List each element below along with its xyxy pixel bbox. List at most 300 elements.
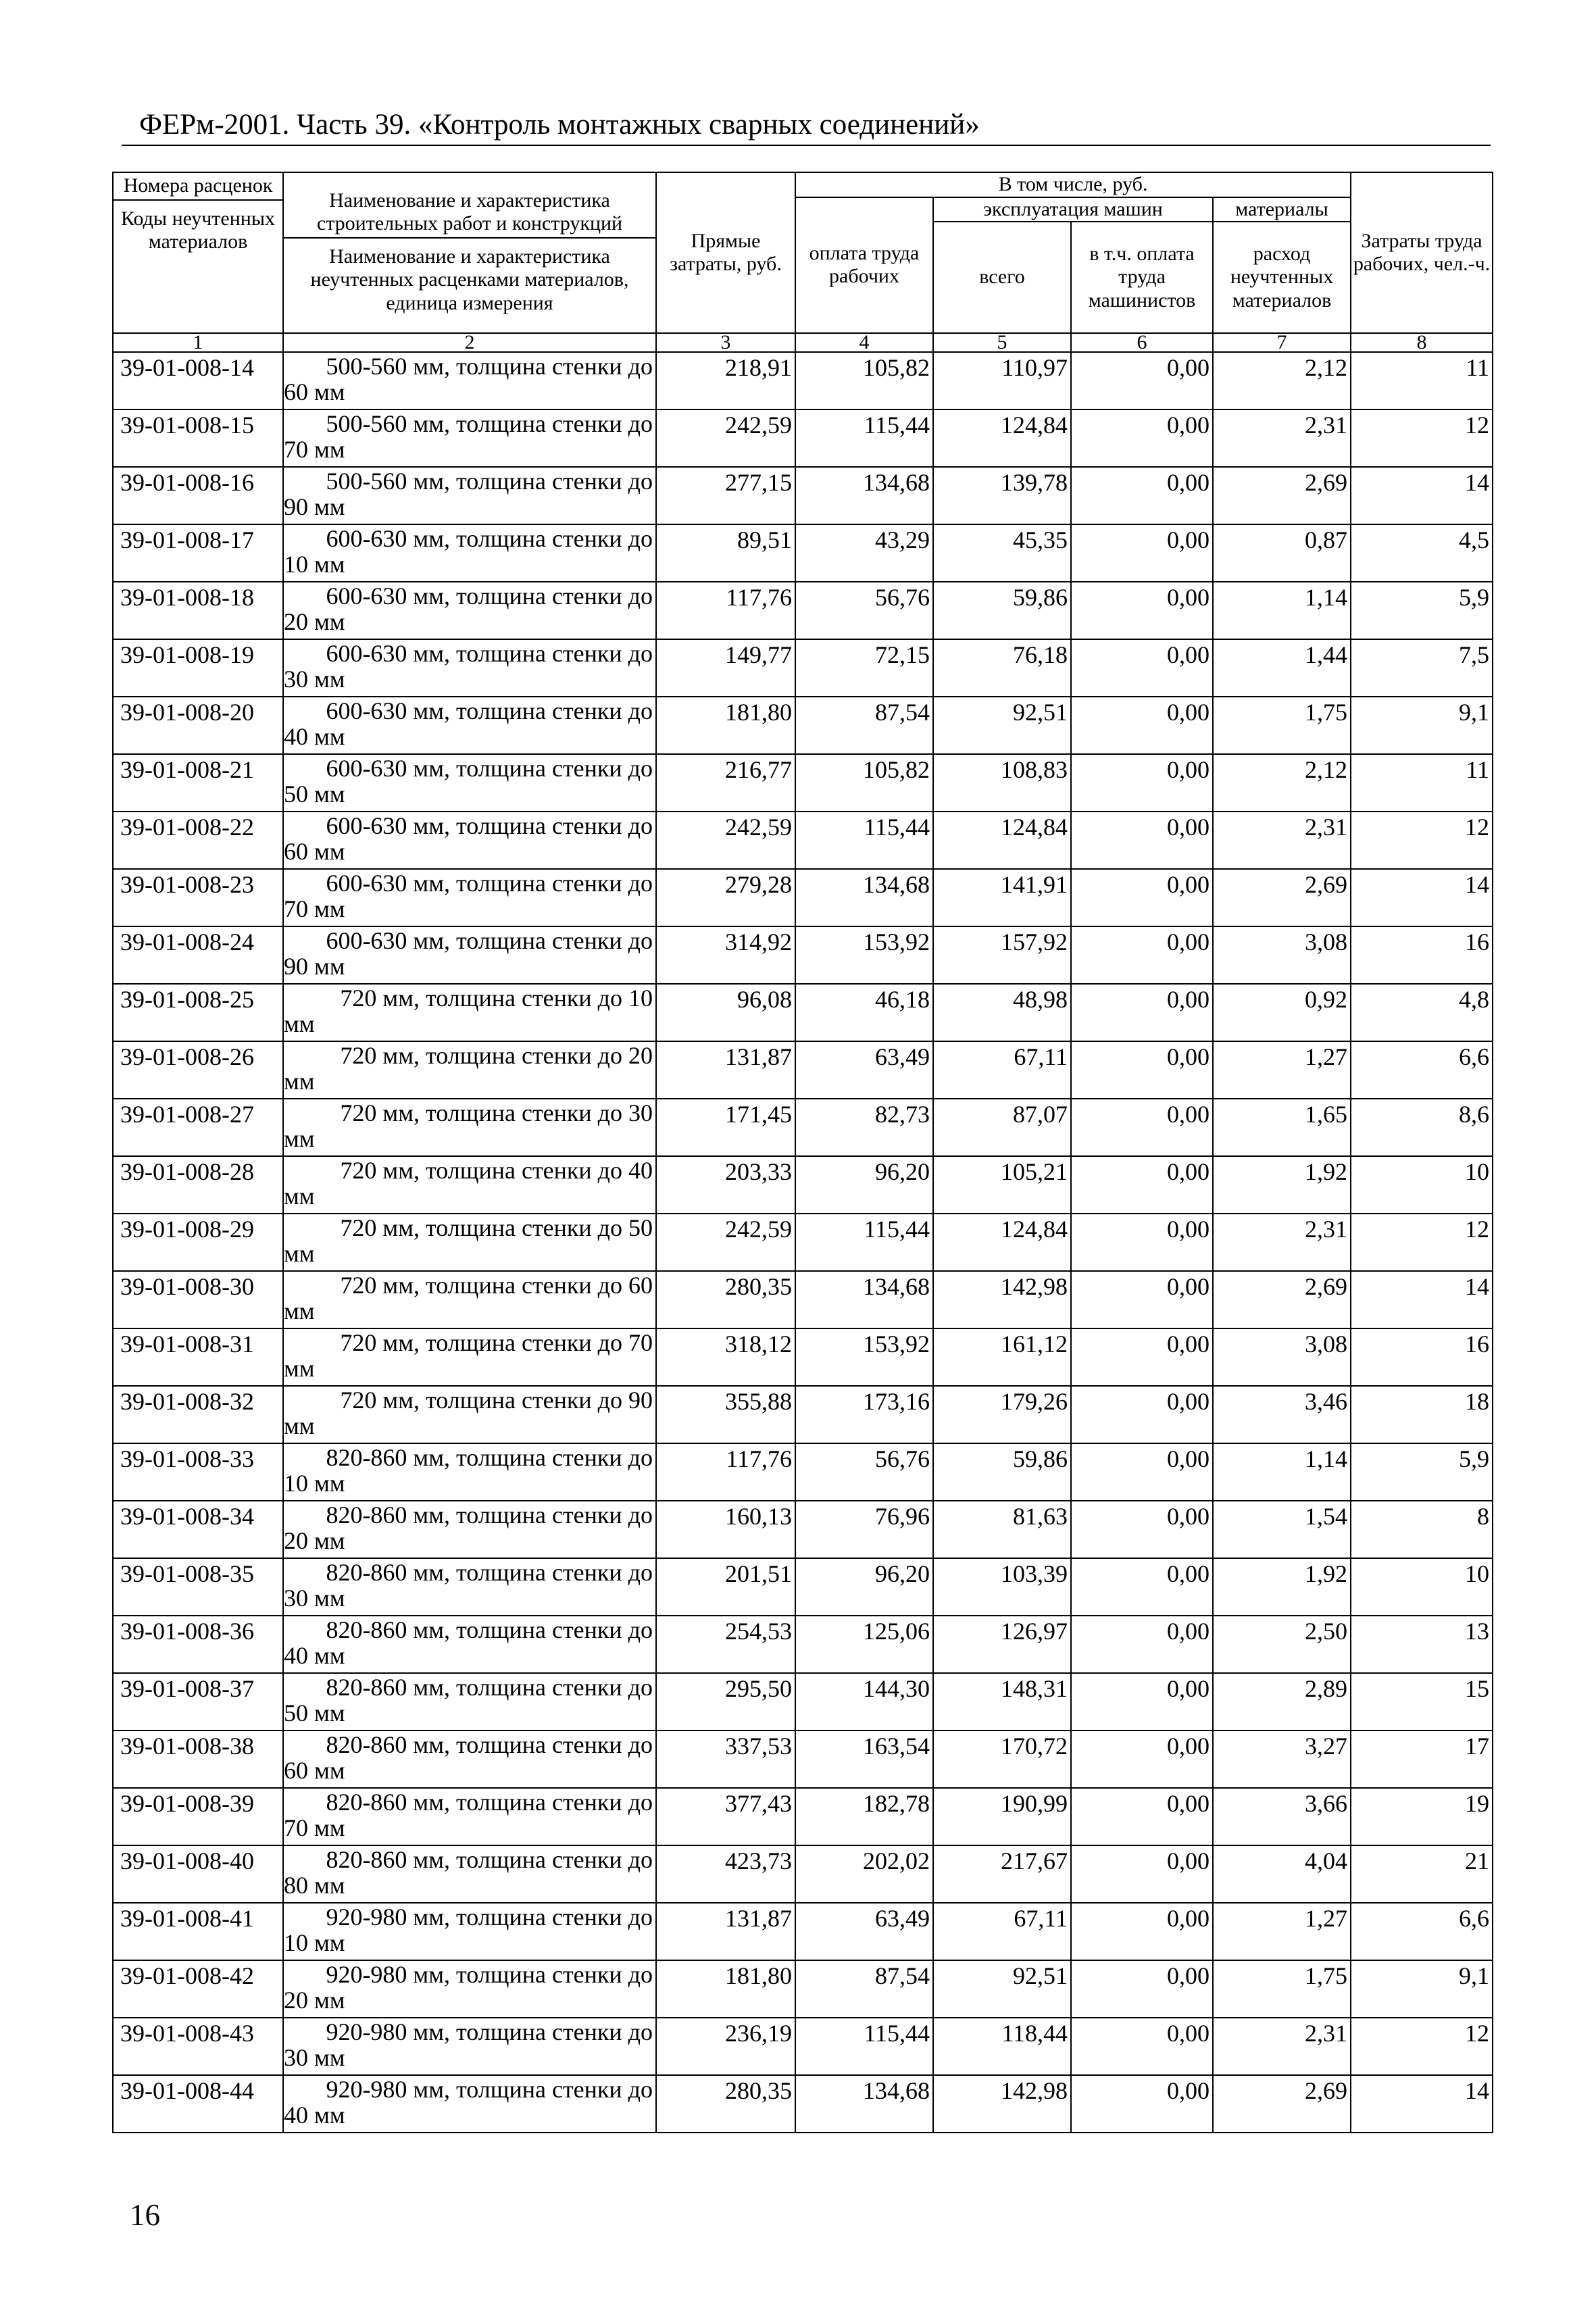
work-description-line1: 820-860 мм, толщина стенки до bbox=[326, 1674, 653, 1701]
labor-hours-value: 8 bbox=[1351, 1501, 1493, 1558]
table-row bbox=[113, 869, 1493, 926]
work-description-line2: 40 мм bbox=[284, 723, 345, 750]
operator-pay-value: 0,00 bbox=[1071, 1673, 1213, 1731]
worker-pay-value: 76,96 bbox=[795, 1501, 933, 1558]
worker-pay-value: 82,73 bbox=[795, 1099, 933, 1156]
operator-pay-value: 0,00 bbox=[1071, 754, 1213, 812]
rate-code: 39-01-008-38 bbox=[113, 1731, 283, 1788]
direct-costs-value: 171,45 bbox=[656, 1099, 795, 1156]
work-description-line2: 30 мм bbox=[284, 666, 345, 693]
worker-pay-value: 72,15 bbox=[795, 639, 933, 697]
work-description-line2: мм bbox=[284, 1125, 315, 1152]
labor-hours-value: 15 bbox=[1351, 1673, 1493, 1731]
machines-total-value: 48,98 bbox=[933, 984, 1071, 1041]
material-consumption-value: 2,12 bbox=[1213, 352, 1351, 409]
work-description-line2: мм bbox=[284, 1355, 315, 1382]
header-operator-pay: в т.ч. оплата труда машинистов bbox=[1071, 222, 1213, 333]
machines-total-value: 59,86 bbox=[933, 582, 1071, 639]
rate-code: 39-01-008-23 bbox=[113, 869, 283, 926]
material-consumption-value: 1,44 bbox=[1213, 639, 1351, 697]
rate-code: 39-01-008-32 bbox=[113, 1386, 283, 1443]
work-description bbox=[283, 524, 656, 582]
work-description bbox=[283, 1501, 656, 1558]
operator-pay-value: 0,00 bbox=[1071, 1328, 1213, 1386]
work-description-line2: 10 мм bbox=[284, 1929, 345, 1956]
header-material-codes: Коды неучтенных материалов bbox=[121, 207, 275, 253]
work-description bbox=[283, 1041, 656, 1099]
material-consumption-value: 3,66 bbox=[1213, 1788, 1351, 1845]
worker-pay-value: 43,29 bbox=[795, 524, 933, 582]
machines-total-value: 217,67 bbox=[933, 1845, 1071, 1903]
labor-hours-value: 8,6 bbox=[1351, 1099, 1493, 1156]
rate-code: 39-01-008-34 bbox=[113, 1501, 283, 1558]
table-body bbox=[113, 352, 1493, 2133]
header-material-name: Наименование и характеристика неучтенных расценками материалов, единица измерения bbox=[310, 245, 629, 314]
labor-hours-value: 21 bbox=[1351, 1845, 1493, 1903]
table-header bbox=[113, 172, 1493, 352]
table-row bbox=[113, 984, 1493, 1041]
work-description-line1: 920-980 мм, толщина стенки до bbox=[326, 1903, 653, 1931]
header-materials: материалы bbox=[1213, 197, 1351, 222]
labor-hours-value: 4,5 bbox=[1351, 524, 1493, 582]
header-rule bbox=[122, 145, 1491, 146]
work-description-line1: 720 мм, толщина стенки до 20 bbox=[340, 1042, 653, 1069]
operator-pay-value: 0,00 bbox=[1071, 582, 1213, 639]
material-consumption-value: 1,92 bbox=[1213, 1558, 1351, 1616]
material-consumption-value: 2,69 bbox=[1213, 1271, 1351, 1328]
labor-hours-value: 12 bbox=[1351, 1214, 1493, 1271]
labor-hours-value: 16 bbox=[1351, 926, 1493, 984]
operator-pay-value: 0,00 bbox=[1071, 1041, 1213, 1099]
work-description-line2: 90 мм bbox=[284, 953, 345, 980]
table-row bbox=[113, 1041, 1493, 1099]
operator-pay-value: 0,00 bbox=[1071, 524, 1213, 582]
work-description-line1: 720 мм, толщина стенки до 30 bbox=[340, 1099, 653, 1126]
operator-pay-value: 0,00 bbox=[1071, 697, 1213, 754]
rate-code: 39-01-008-35 bbox=[113, 1558, 283, 1616]
direct-costs-value: 96,08 bbox=[656, 984, 795, 1041]
material-consumption-value: 1,75 bbox=[1213, 697, 1351, 754]
material-consumption-value: 4,04 bbox=[1213, 1845, 1351, 1903]
header-labor-hours: Затраты труда рабочих, чел.-ч. bbox=[1351, 172, 1493, 333]
work-description-line1: 600-630 мм, толщина стенки до bbox=[326, 755, 653, 782]
header-machines-total: всего bbox=[933, 222, 1071, 333]
machines-total-value: 67,11 bbox=[933, 1903, 1071, 1960]
material-consumption-value: 3,08 bbox=[1213, 926, 1351, 984]
material-consumption-value: 2,69 bbox=[1213, 2075, 1351, 2133]
material-consumption-value: 2,69 bbox=[1213, 467, 1351, 524]
worker-pay-value: 87,54 bbox=[795, 697, 933, 754]
work-description bbox=[283, 1788, 656, 1845]
work-description-line1: 500-560 мм, толщина стенки до bbox=[326, 468, 653, 495]
machines-total-value: 161,12 bbox=[933, 1328, 1071, 1386]
work-description-line1: 600-630 мм, толщина стенки до bbox=[326, 525, 653, 552]
work-description-line1: 820-860 мм, толщина стенки до bbox=[326, 1616, 653, 1643]
work-description bbox=[283, 984, 656, 1041]
table-row bbox=[113, 1960, 1493, 2018]
rate-code: 39-01-008-39 bbox=[113, 1788, 283, 1845]
table-row bbox=[113, 1501, 1493, 1558]
work-description-line2: мм bbox=[284, 1068, 315, 1095]
direct-costs-value: 131,87 bbox=[656, 1041, 795, 1099]
operator-pay-value: 0,00 bbox=[1071, 1443, 1213, 1501]
header-machine-operation: эксплуатация машин bbox=[933, 197, 1213, 222]
work-description bbox=[283, 1558, 656, 1616]
labor-hours-value: 14 bbox=[1351, 467, 1493, 524]
worker-pay-value: 153,92 bbox=[795, 926, 933, 984]
material-consumption-value: 1,27 bbox=[1213, 1041, 1351, 1099]
table-row bbox=[113, 2075, 1493, 2133]
operator-pay-value: 0,00 bbox=[1071, 926, 1213, 984]
work-description-line1: 720 мм, толщина стенки до 90 bbox=[340, 1387, 653, 1414]
operator-pay-value: 0,00 bbox=[1071, 352, 1213, 409]
rate-code: 39-01-008-31 bbox=[113, 1328, 283, 1386]
operator-pay-value: 0,00 bbox=[1071, 1845, 1213, 1903]
work-description-line2: 60 мм bbox=[284, 1757, 345, 1784]
labor-hours-value: 14 bbox=[1351, 1271, 1493, 1328]
machines-total-value: 103,39 bbox=[933, 1558, 1071, 1616]
table-row bbox=[113, 812, 1493, 869]
work-description-line1: 600-630 мм, толщина стенки до bbox=[326, 812, 653, 839]
labor-hours-value: 14 bbox=[1351, 869, 1493, 926]
work-description-line1: 720 мм, толщина стенки до 10 bbox=[340, 985, 653, 1012]
work-description-line2: 10 мм bbox=[284, 551, 345, 578]
rate-code: 39-01-008-44 bbox=[113, 2075, 283, 2133]
work-description bbox=[283, 352, 656, 409]
work-description bbox=[283, 1271, 656, 1328]
direct-costs-value: 218,91 bbox=[656, 352, 795, 409]
rate-code: 39-01-008-18 bbox=[113, 582, 283, 639]
work-description bbox=[283, 1845, 656, 1903]
work-description-line2: 10 мм bbox=[284, 1470, 345, 1497]
work-description-line2: мм bbox=[284, 1412, 315, 1439]
rate-code: 39-01-008-30 bbox=[113, 1271, 283, 1328]
work-description-line1: 600-630 мм, толщина стенки до bbox=[326, 697, 653, 724]
operator-pay-value: 0,00 bbox=[1071, 1616, 1213, 1673]
worker-pay-value: 125,06 bbox=[795, 1616, 933, 1673]
direct-costs-value: 201,51 bbox=[656, 1558, 795, 1616]
table-row bbox=[113, 467, 1493, 524]
rate-code: 39-01-008-14 bbox=[113, 352, 283, 409]
work-description bbox=[283, 1616, 656, 1673]
worker-pay-value: 115,44 bbox=[795, 409, 933, 467]
worker-pay-value: 56,76 bbox=[795, 1443, 933, 1501]
machines-total-value: 105,21 bbox=[933, 1156, 1071, 1214]
work-description-line1: 720 мм, толщина стенки до 40 bbox=[340, 1157, 653, 1184]
work-description bbox=[283, 754, 656, 812]
rate-code: 39-01-008-36 bbox=[113, 1616, 283, 1673]
direct-costs-value: 277,15 bbox=[656, 467, 795, 524]
table-row bbox=[113, 1788, 1493, 1845]
direct-costs-value: 254,53 bbox=[656, 1616, 795, 1673]
material-consumption-value: 2,50 bbox=[1213, 1616, 1351, 1673]
column-number: 4 bbox=[795, 333, 933, 352]
labor-hours-value: 19 bbox=[1351, 1788, 1493, 1845]
work-description bbox=[283, 869, 656, 926]
table-row bbox=[113, 1271, 1493, 1328]
direct-costs-value: 295,50 bbox=[656, 1673, 795, 1731]
table-row bbox=[113, 1673, 1493, 1731]
machines-total-value: 87,07 bbox=[933, 1099, 1071, 1156]
table-row bbox=[113, 2018, 1493, 2075]
labor-hours-value: 18 bbox=[1351, 1386, 1493, 1443]
worker-pay-value: 134,68 bbox=[795, 467, 933, 524]
rate-code: 39-01-008-27 bbox=[113, 1099, 283, 1156]
work-description bbox=[283, 2075, 656, 2133]
work-description bbox=[283, 1673, 656, 1731]
worker-pay-value: 96,20 bbox=[795, 1156, 933, 1214]
table-row bbox=[113, 1616, 1493, 1673]
header-including: В том числе, руб. bbox=[795, 172, 1351, 197]
labor-hours-value: 10 bbox=[1351, 1558, 1493, 1616]
direct-costs-value: 377,43 bbox=[656, 1788, 795, 1845]
worker-pay-value: 96,20 bbox=[795, 1558, 933, 1616]
machines-total-value: 124,84 bbox=[933, 409, 1071, 467]
direct-costs-value: 160,13 bbox=[656, 1501, 795, 1558]
operator-pay-value: 0,00 bbox=[1071, 1156, 1213, 1214]
worker-pay-value: 63,49 bbox=[795, 1903, 933, 1960]
work-description bbox=[283, 2018, 656, 2075]
rate-code: 39-01-008-20 bbox=[113, 697, 283, 754]
rate-code: 39-01-008-21 bbox=[113, 754, 283, 812]
labor-hours-value: 13 bbox=[1351, 1616, 1493, 1673]
work-description bbox=[283, 1903, 656, 1960]
work-description-line2: мм bbox=[284, 1010, 315, 1037]
operator-pay-value: 0,00 bbox=[1071, 1731, 1213, 1788]
worker-pay-value: 153,92 bbox=[795, 1328, 933, 1386]
operator-pay-value: 0,00 bbox=[1071, 1501, 1213, 1558]
direct-costs-value: 117,76 bbox=[656, 1443, 795, 1501]
work-description bbox=[283, 1960, 656, 2018]
labor-hours-value: 7,5 bbox=[1351, 639, 1493, 697]
work-description-line2: 40 мм bbox=[284, 1642, 345, 1669]
labor-hours-value: 5,9 bbox=[1351, 1443, 1493, 1501]
material-consumption-value: 3,08 bbox=[1213, 1328, 1351, 1386]
work-description bbox=[283, 467, 656, 524]
direct-costs-value: 242,59 bbox=[656, 409, 795, 467]
worker-pay-value: 134,68 bbox=[795, 1271, 933, 1328]
work-description-line1: 820-860 мм, толщина стенки до bbox=[326, 1501, 653, 1528]
rate-code: 39-01-008-22 bbox=[113, 812, 283, 869]
machines-total-value: 81,63 bbox=[933, 1501, 1071, 1558]
material-consumption-value: 1,27 bbox=[1213, 1903, 1351, 1960]
table-row bbox=[113, 1099, 1493, 1156]
rate-code: 39-01-008-29 bbox=[113, 1214, 283, 1271]
direct-costs-value: 181,80 bbox=[656, 697, 795, 754]
material-consumption-value: 2,31 bbox=[1213, 1214, 1351, 1271]
machines-total-value: 110,97 bbox=[933, 352, 1071, 409]
labor-hours-value: 12 bbox=[1351, 2018, 1493, 2075]
column-number: 5 bbox=[933, 333, 1071, 352]
labor-hours-value: 16 bbox=[1351, 1328, 1493, 1386]
worker-pay-value: 115,44 bbox=[795, 812, 933, 869]
operator-pay-value: 0,00 bbox=[1071, 984, 1213, 1041]
work-description-line1: 820-860 мм, толщина стенки до bbox=[326, 1789, 653, 1816]
column-number: 2 bbox=[283, 333, 656, 352]
operator-pay-value: 0,00 bbox=[1071, 812, 1213, 869]
work-description-line2: мм bbox=[284, 1240, 315, 1267]
work-description bbox=[283, 1443, 656, 1501]
material-consumption-value: 2,89 bbox=[1213, 1673, 1351, 1731]
machines-total-value: 139,78 bbox=[933, 467, 1071, 524]
machines-total-value: 157,92 bbox=[933, 926, 1071, 984]
machines-total-value: 92,51 bbox=[933, 1960, 1071, 2018]
labor-hours-value: 5,9 bbox=[1351, 582, 1493, 639]
operator-pay-value: 0,00 bbox=[1071, 1099, 1213, 1156]
column-number: 8 bbox=[1351, 333, 1493, 352]
machines-total-value: 76,18 bbox=[933, 639, 1071, 697]
rate-code: 39-01-008-26 bbox=[113, 1041, 283, 1099]
operator-pay-value: 0,00 bbox=[1071, 1271, 1213, 1328]
labor-hours-value: 9,1 bbox=[1351, 1960, 1493, 2018]
direct-costs-value: 423,73 bbox=[656, 1845, 795, 1903]
work-description bbox=[283, 1328, 656, 1386]
direct-costs-value: 89,51 bbox=[656, 524, 795, 582]
direct-costs-value: 318,12 bbox=[656, 1328, 795, 1386]
direct-costs-value: 117,76 bbox=[656, 582, 795, 639]
worker-pay-value: 134,68 bbox=[795, 2075, 933, 2133]
header-col-rate-number bbox=[113, 172, 283, 333]
operator-pay-value: 0,00 bbox=[1071, 639, 1213, 697]
rate-code: 39-01-008-40 bbox=[113, 1845, 283, 1903]
rate-code: 39-01-008-24 bbox=[113, 926, 283, 984]
worker-pay-value: 46,18 bbox=[795, 984, 933, 1041]
direct-costs-value: 181,80 bbox=[656, 1960, 795, 2018]
worker-pay-value: 115,44 bbox=[795, 2018, 933, 2075]
material-consumption-value: 2,31 bbox=[1213, 2018, 1351, 2075]
table-row bbox=[113, 1558, 1493, 1616]
worker-pay-value: 202,02 bbox=[795, 1845, 933, 1903]
worker-pay-value: 115,44 bbox=[795, 1214, 933, 1271]
rate-code: 39-01-008-16 bbox=[113, 467, 283, 524]
work-description-line1: 920-980 мм, толщина стенки до bbox=[326, 2076, 653, 2103]
direct-costs-value: 203,33 bbox=[656, 1156, 795, 1214]
work-description bbox=[283, 639, 656, 697]
direct-costs-value: 131,87 bbox=[656, 1903, 795, 1960]
material-consumption-value: 2,31 bbox=[1213, 409, 1351, 467]
direct-costs-value: 355,88 bbox=[656, 1386, 795, 1443]
operator-pay-value: 0,00 bbox=[1071, 1960, 1213, 2018]
labor-hours-value: 11 bbox=[1351, 352, 1493, 409]
worker-pay-value: 87,54 bbox=[795, 1960, 933, 2018]
machines-total-value: 179,26 bbox=[933, 1386, 1071, 1443]
header-worker-pay: оплата труда рабочих bbox=[795, 197, 933, 334]
table-row bbox=[113, 697, 1493, 754]
column-number-row bbox=[113, 333, 1493, 352]
labor-hours-value: 6,6 bbox=[1351, 1903, 1493, 1960]
labor-hours-value: 11 bbox=[1351, 754, 1493, 812]
work-description-line2: 50 мм bbox=[284, 780, 345, 807]
worker-pay-value: 182,78 bbox=[795, 1788, 933, 1845]
table-row bbox=[113, 1214, 1493, 1271]
table-row bbox=[113, 926, 1493, 984]
direct-costs-value: 314,92 bbox=[656, 926, 795, 984]
direct-costs-value: 216,77 bbox=[656, 754, 795, 812]
machines-total-value: 170,72 bbox=[933, 1731, 1071, 1788]
table-row bbox=[113, 409, 1493, 467]
work-description bbox=[283, 812, 656, 869]
work-description-line1: 720 мм, толщина стенки до 50 bbox=[340, 1214, 653, 1241]
table-row bbox=[113, 1386, 1493, 1443]
work-description bbox=[283, 1156, 656, 1214]
work-description-line2: 40 мм bbox=[284, 2101, 345, 2129]
operator-pay-value: 0,00 bbox=[1071, 1214, 1213, 1271]
direct-costs-value: 236,19 bbox=[656, 2018, 795, 2075]
work-description-line1: 600-630 мм, толщина стенки до bbox=[326, 927, 653, 954]
page-header-title: ФЕРм-2001. Часть 39. «Контроль монтажных сварных соединений» bbox=[139, 109, 980, 141]
operator-pay-value: 0,00 bbox=[1071, 1558, 1213, 1616]
work-description-line1: 920-980 мм, толщина стенки до bbox=[326, 2018, 653, 2045]
work-description-line2: 20 мм bbox=[284, 608, 345, 635]
rates-table bbox=[112, 172, 1493, 2133]
machines-total-value: 142,98 bbox=[933, 2075, 1071, 2133]
column-number: 1 bbox=[113, 333, 283, 352]
direct-costs-value: 279,28 bbox=[656, 869, 795, 926]
work-description-line1: 600-630 мм, толщина стенки до bbox=[326, 582, 653, 609]
worker-pay-value: 173,16 bbox=[795, 1386, 933, 1443]
rate-code: 39-01-008-33 bbox=[113, 1443, 283, 1501]
work-description-line2: 20 мм bbox=[284, 1527, 345, 1554]
table-row bbox=[113, 1845, 1493, 1903]
table-row bbox=[113, 524, 1493, 582]
work-description-line1: 820-860 мм, толщина стенки до bbox=[326, 1846, 653, 1873]
column-number: 6 bbox=[1071, 333, 1213, 352]
work-description bbox=[283, 582, 656, 639]
rate-code: 39-01-008-42 bbox=[113, 1960, 283, 2018]
labor-hours-value: 9,1 bbox=[1351, 697, 1493, 754]
direct-costs-value: 280,35 bbox=[656, 1271, 795, 1328]
machines-total-value: 142,98 bbox=[933, 1271, 1071, 1328]
work-description bbox=[283, 1214, 656, 1271]
labor-hours-value: 17 bbox=[1351, 1731, 1493, 1788]
header-col-name bbox=[283, 172, 656, 333]
machines-total-value: 190,99 bbox=[933, 1788, 1071, 1845]
rate-code: 39-01-008-15 bbox=[113, 409, 283, 467]
worker-pay-value: 63,49 bbox=[795, 1041, 933, 1099]
rate-code: 39-01-008-37 bbox=[113, 1673, 283, 1731]
machines-total-value: 124,84 bbox=[933, 812, 1071, 869]
rate-code: 39-01-008-41 bbox=[113, 1903, 283, 1960]
labor-hours-value: 12 bbox=[1351, 812, 1493, 869]
direct-costs-value: 242,59 bbox=[656, 1214, 795, 1271]
table-row bbox=[113, 1328, 1493, 1386]
worker-pay-value: 105,82 bbox=[795, 352, 933, 409]
header-direct-costs: Прямые затраты, руб. bbox=[656, 172, 795, 333]
work-description-line1: 720 мм, толщина стенки до 60 bbox=[340, 1272, 653, 1299]
work-description bbox=[283, 1731, 656, 1788]
work-description-line1: 500-560 мм, толщина стенки до bbox=[326, 410, 653, 437]
material-consumption-value: 2,31 bbox=[1213, 812, 1351, 869]
work-description bbox=[283, 1099, 656, 1156]
labor-hours-value: 12 bbox=[1351, 409, 1493, 467]
worker-pay-value: 163,54 bbox=[795, 1731, 933, 1788]
header-material-consumption: расход неучтенных материалов bbox=[1213, 222, 1351, 333]
work-description-line1: 720 мм, толщина стенки до 70 bbox=[340, 1329, 653, 1356]
work-description-line2: 60 мм bbox=[284, 378, 345, 405]
work-description-line2: 70 мм bbox=[284, 1814, 345, 1841]
table-row bbox=[113, 1903, 1493, 1960]
material-consumption-value: 3,27 bbox=[1213, 1731, 1351, 1788]
column-number: 3 bbox=[656, 333, 795, 352]
table-row bbox=[113, 1443, 1493, 1501]
header-work-name: Наименование и характеристика строительных работ и конструкций bbox=[284, 188, 655, 239]
worker-pay-value: 56,76 bbox=[795, 582, 933, 639]
rate-code: 39-01-008-17 bbox=[113, 524, 283, 582]
rate-code: 39-01-008-43 bbox=[113, 2018, 283, 2075]
material-consumption-value: 1,14 bbox=[1213, 1443, 1351, 1501]
machines-total-value: 148,31 bbox=[933, 1673, 1071, 1731]
machines-total-value: 92,51 bbox=[933, 697, 1071, 754]
